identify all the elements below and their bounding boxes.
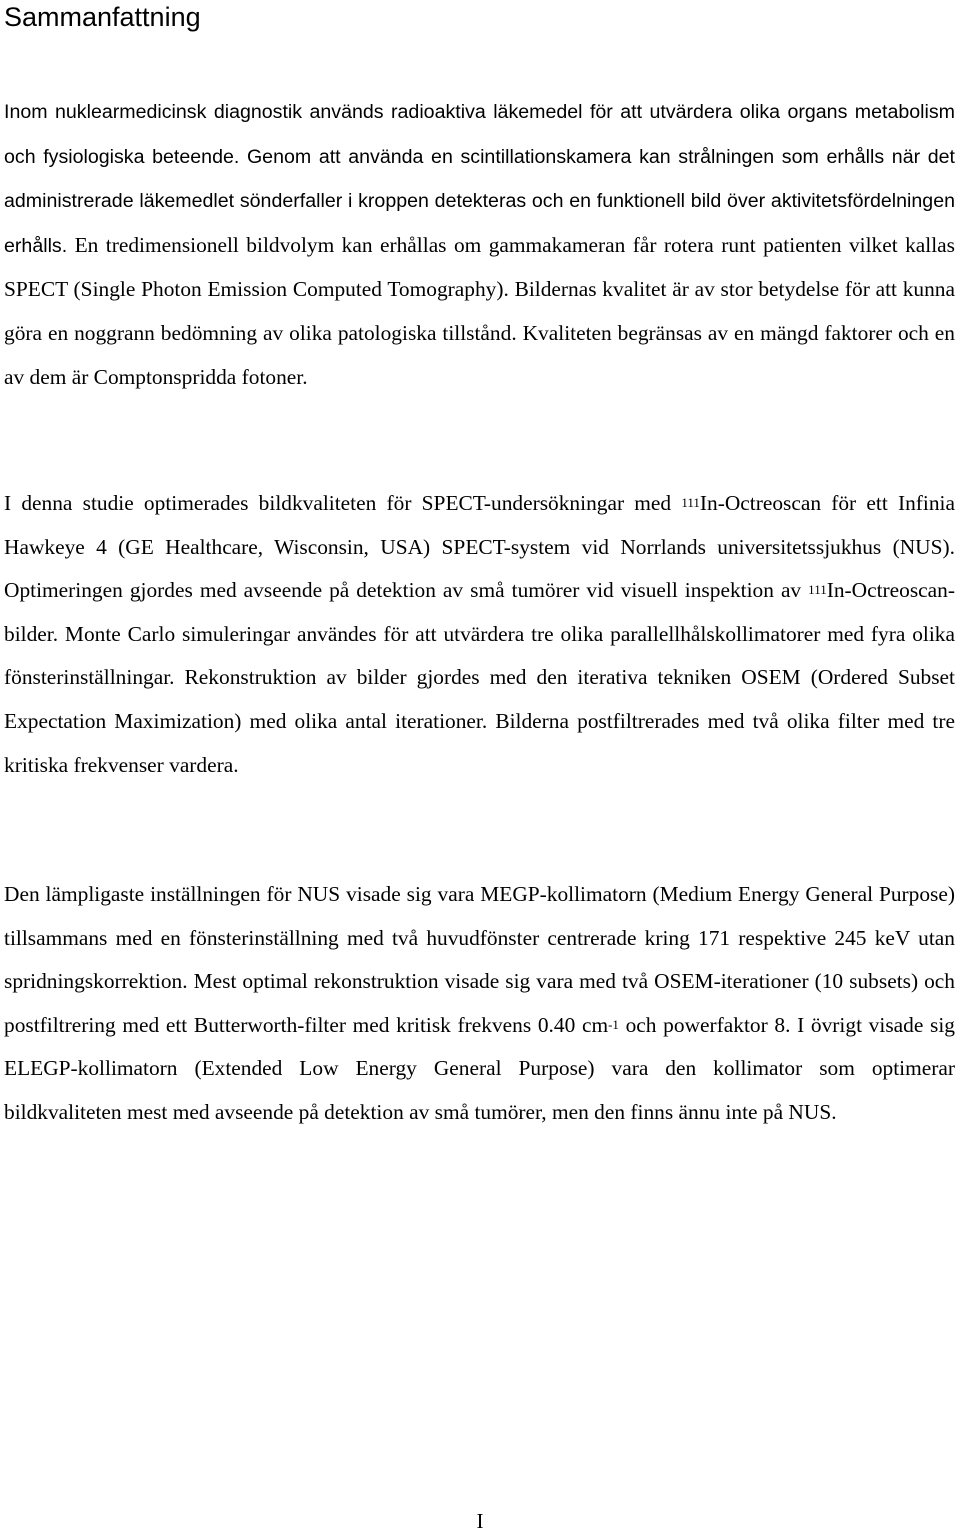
summary-paragraph-method	[4, 482, 955, 787]
unit-exponent-superscript: -1	[608, 1016, 619, 1032]
intro-text-sans: Inom nuklearmedicinsk diagnostik används radioaktiva läkemedel för att utvärdera olika organs metabolism och fysiologiska beteende. Genom att använda en scintillationskamera kan strålningen som erhålls när det administrerade läkemedlet sönderfaller i kroppen detekteras och en funktionell bild över aktivitetsfördelningen erhålls.	[4, 101, 955, 257]
method-text-2: In-Octreoscan för ett Infinia Hawkeye 4 (GE Healthcare, Wisconsin, USA) SPECT-system vid Norrlands universitetssjukhus (NUS). Optimeringen gjordes med avseende på detektion av små tumörer vid visuell inspektion av	[4, 491, 955, 603]
isotope-superscript-1: 111	[681, 495, 700, 510]
summary-paragraph-intro	[4, 90, 955, 399]
intro-text-serif: En tredimensionell bildvolym kan erhållas om gammakameran får rotera runt patienten vilket kallas SPECT (Single Photon Emission Computed Tomography). Bildernas kvalitet är av stor betydelse för att kunna göra en noggrann bedömning av olika patologiska tillstånd. Kvaliteten begränsas av en mängd faktorer och en av dem är Comptonspridda fotoner.	[4, 232, 955, 389]
page-title: Sammanfattning	[4, 2, 201, 32]
results-text-2: och powerfaktor 8. I övrigt visade sig ELEGP-kollimatorn (Extended Low Energy General Purpose) vara den kollimator som optimerar bildkvaliteten mest med avseende på detektion av små tumörer, men den finns ännu inte på NUS.	[4, 1012, 955, 1124]
method-text-3: In-Octreoscan-bilder. Monte Carlo simuleringar användes för att utvärdera tre olika parallellhålskollimatorer med fyra olika fönsterinställningar. Rekonstruktion av bilder gjordes med den iterativa tekniken OSEM (Ordered Subset Expectation Maximization) med olika antal iterationer. Bilderna postfiltrerades med två olika filter med tre kritiska frekvenser vardera.	[4, 578, 955, 777]
method-text-1: I denna studie optimerades bildkvaliteten för SPECT-undersökningar med	[4, 491, 682, 515]
results-text-1: Den lämpligaste inställningen för NUS visade sig vara MEGP-kollimatorn (Medium Energy General Purpose) tillsammans med en fönsterinställning med två huvudfönster centrerade kring 171 respektive 245 keV utan spridningskorrektion. Mest optimal rekonstruktion visade sig vara med två OSEM-iterationer (10 subsets) och postfiltrering med ett Butterworth-filter med kritisk frekvens 0.40 cm	[4, 882, 955, 1037]
isotope-superscript-2: 111	[808, 582, 827, 598]
summary-paragraph-results	[4, 873, 955, 1135]
page-number: I	[476, 1509, 484, 1533]
